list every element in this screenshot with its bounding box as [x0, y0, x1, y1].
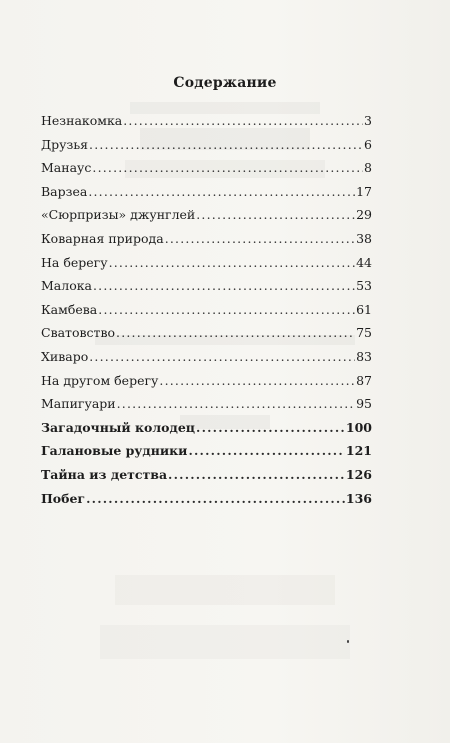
table-of-contents [41, 113, 372, 514]
toc-entry-page-number: 87 [356, 372, 372, 388]
page-speck [347, 640, 349, 643]
toc-leader-dots [165, 231, 355, 246]
toc-entry-page-number: 121 [345, 443, 372, 459]
toc-entry-page-number: 17 [356, 183, 372, 199]
toc-entry-page-number: 61 [356, 301, 372, 317]
toc-entry-title: Сватовство [41, 325, 116, 341]
toc-leader-dots [188, 443, 344, 458]
toc-entry [41, 467, 372, 491]
toc-entry-title: Хиваро [41, 348, 89, 364]
toc-entry-title: Камбева [41, 301, 98, 317]
toc-entry-title: Манаус [41, 160, 92, 176]
toc-leader-dots [89, 349, 355, 364]
toc-entry [41, 396, 372, 420]
toc-leader-dots [196, 207, 355, 222]
toc-leader-dots [123, 113, 363, 128]
toc-leader-dots [86, 491, 345, 506]
toc-leader-dots [89, 137, 363, 152]
toc-entry-title: Тайна из детства [41, 466, 168, 482]
toc-entry-page-number: 38 [356, 230, 372, 246]
toc-entry [41, 113, 372, 137]
toc-entry-title: Побег [41, 490, 86, 506]
toc-entry-title: Коварная природа [41, 230, 164, 246]
toc-entry [41, 443, 372, 467]
toc-entry [41, 349, 372, 373]
toc-entry-page-number: 136 [345, 490, 372, 506]
toc-entry-page-number: 8 [364, 160, 372, 176]
toc-entry [41, 420, 372, 444]
toc-leader-dots [196, 420, 345, 435]
toc-entry [41, 491, 372, 515]
toc-entry-page-number: 83 [356, 348, 372, 364]
toc-entry [41, 302, 372, 326]
toc-leader-dots [92, 160, 363, 175]
toc-leader-dots [159, 373, 355, 388]
toc-leader-dots [93, 278, 355, 293]
toc-entry-title: Малока [41, 278, 92, 294]
toc-leader-dots [88, 184, 355, 199]
toc-entry [41, 160, 372, 184]
toc-entry-title: Мапигуари [41, 396, 116, 412]
toc-entry [41, 278, 372, 302]
toc-entry-page-number: 6 [364, 136, 372, 152]
toc-entry-page-number: 53 [356, 278, 372, 294]
toc-entry [41, 184, 372, 208]
toc-entry [41, 325, 372, 349]
toc-entry-title: На другом берегу [41, 372, 159, 388]
toc-entry-title: На берегу [41, 254, 108, 270]
toc-entry-page-number: 29 [356, 207, 372, 223]
show-through-block-bottom [0, 575, 450, 675]
toc-entry [41, 137, 372, 161]
toc-entry [41, 255, 372, 279]
toc-entry-title: Варзеа [41, 183, 88, 199]
toc-heading: Содержание [173, 75, 277, 91]
toc-leader-dots [109, 255, 356, 270]
toc-entry [41, 207, 372, 231]
toc-entry-title: «Сюрпризы» джунглей [41, 207, 196, 223]
toc-entry-title: Галановые рудники [41, 443, 188, 459]
toc-leader-dots [116, 325, 355, 340]
toc-entry-title: Незнакомка [41, 113, 123, 128]
toc-entry-page-number: 100 [345, 419, 372, 435]
toc-entry-page-number: 3 [364, 113, 372, 128]
toc-entry-title: Загадочный колодец [41, 419, 196, 435]
toc-entry-page-number: 75 [356, 325, 372, 341]
toc-entry-title: Друзья [41, 136, 89, 152]
toc-entry [41, 231, 372, 255]
toc-entry-page-number: 44 [356, 254, 372, 270]
toc-leader-dots [98, 302, 355, 317]
toc-leader-dots [117, 396, 355, 411]
toc-leader-dots [168, 467, 345, 482]
toc-entry [41, 373, 372, 397]
toc-entry-page-number: 95 [356, 396, 372, 412]
toc-entry-page-number: 126 [345, 466, 372, 482]
